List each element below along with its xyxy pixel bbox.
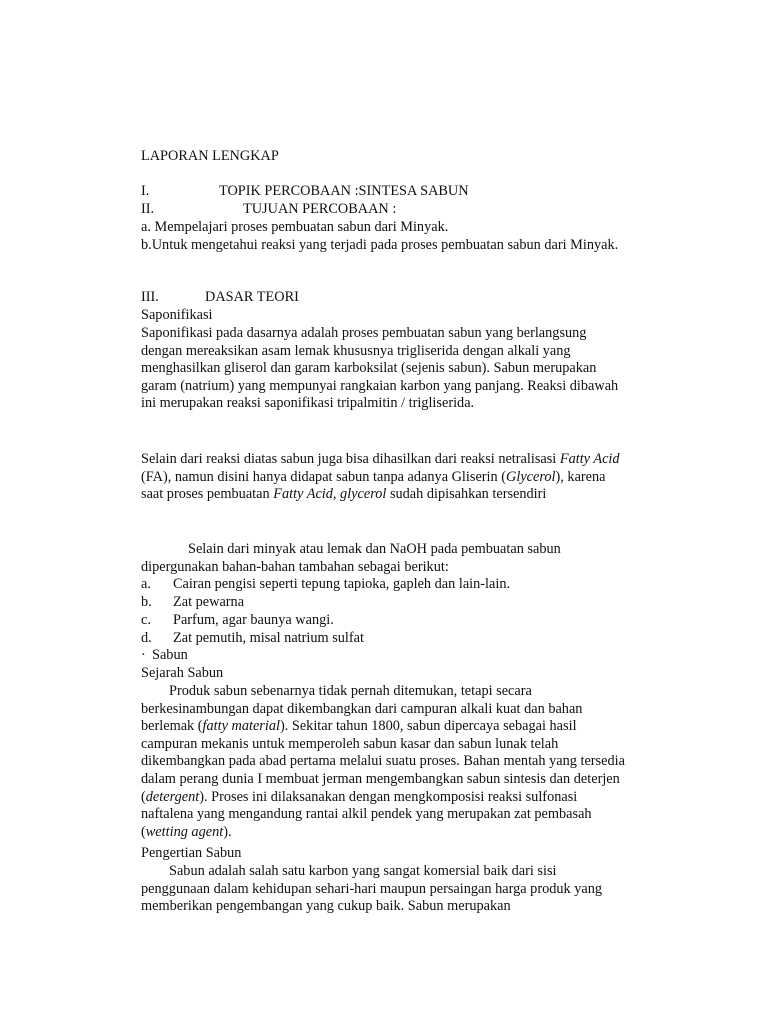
bahan-list-item [141,594,244,612]
netral-text-4: sudah dipisahkan tersendiri [386,486,547,503]
section-2-number: II. [141,201,155,217]
section-1-heading [141,183,469,201]
saponifikasi-paragraph: Saponifikasi pada dasarnya adalah proses pembuatan sabun yang berlangsung dengan mereaksikan asam lemak khususnya trigliserida dengan alkali yang menghasilkan gliserol dan garam karboksilat (sejenis sabun). Sabun merupakan garam (natrium) yang mempunyai rangkaian karbon yang panjang. Reaksi dibawah ini merupakan reaksi saponifikasi tripalmitin / trigliserida. [141,325,619,412]
sabun-bullet-item [141,647,188,665]
section-3-number: III. [141,289,159,305]
bahan-list-label: b. [141,594,152,610]
sejarah-italic-1: fatty material [202,718,280,735]
sabun-label: Sabun [152,647,188,663]
saponifikasi-heading: Saponifikasi [141,307,213,323]
tujuan-item-a: a. Mempelajari proses pembuatan sabun dari Minyak. [141,219,449,235]
bullet-glyph: · [141,647,146,663]
sejarah-text-2: ). Sekitar tahun 1800, sabun dipercaya sebagai hasil campuran mekanis untuk memperoleh sabun kasar dan sabun lunak telah dikembangkan pada abad pertama melalui suatu proses. Bahan mentah yang tersedia dalam perang dunia I membuat jerman mengembangkan sabun sintesis dan deterjen ( [141,718,625,805]
section-3-heading [141,289,299,307]
bahan-list-text: Parfum, agar baunya wangi. [173,612,334,628]
section-1-title: TOPIK PERCOBAAN :SINTESA SABUN [219,183,469,199]
sejarah-paragraph [141,683,629,841]
sejarah-text-4: ). [223,823,232,840]
sejarah-heading: Sejarah Sabun [141,665,224,681]
pengertian-paragraph: Sabun adalah salah satu karbon yang sangat komersial baik dari sisi penggunaan dalam kehidupan sehari-hari maupun persaingan harga produk yang memberikan pengembangan yang cukup baik. Sabun merupakan [141,863,603,915]
doc-title: LAPORAN LENGKAP [141,148,279,164]
netral-text-2: (FA), namun disini hanya didapat sabun tanpa adanya Gliserin ( [141,468,507,485]
bahan-list-label: d. [141,630,152,646]
sejarah-text-3: ). Proses ini dilaksanakan dengan mengkomposisi reaksi sulfonasi naftalena yang mengandung rantai alkil pendek yang merupakan zat pembasah ( [141,788,592,840]
bahan-intro-paragraph: Selain dari minyak atau lemak dan NaOH pada pembuatan sabun dipergunakan bahan-bahan tambahan sebagai berikut: [141,541,561,575]
sejarah-italic-3: wetting agent [145,823,224,840]
bahan-list-text: Zat pemutih, misal natrium sulfat [173,630,364,646]
bahan-list-item [141,630,364,648]
bahan-list-label: a. [141,576,151,592]
tujuan-item-b: b.Untuk mengetahui reaksi yang terjadi pada proses pembuatan sabun dari Minyak. [141,237,619,253]
section-3-title: DASAR TEORI [205,289,299,305]
section-1-number: I. [141,183,150,199]
pengertian-heading: Pengertian Sabun [141,845,242,861]
sejarah-italic-2: detergent [145,788,200,805]
bahan-list-label: c. [141,612,151,628]
bahan-list-text: Cairan pengisi seperti tepung tapioka, gapleh dan lain-lain. [173,576,511,592]
bahan-list-text: Zat pewarna [173,594,245,610]
netral-italic-2: Glycerol [506,468,556,485]
netral-italic-1: Fatty Acid [559,451,620,467]
netral-italic-3: Fatty Acid, glycerol [273,486,387,503]
bahan-list-item [141,576,510,594]
sejarah-text-1: Produk sabun sebenarnya tidak pernah ditemukan, tetapi secara berkesinambungan dapat dikembangkan dari campuran alkali kuat dan bahan berlemak ( [141,683,583,735]
bahan-list-item [141,612,334,630]
netralisasi-paragraph [141,451,629,504]
netral-text-3: ), karena saat proses pembuatan [141,468,606,503]
section-2-title: TUJUAN PERCOBAAN : [243,201,397,217]
section-2-heading [141,201,396,219]
netral-text-1: Selain dari reaksi diatas sabun juga bisa dihasilkan dari reaksi netralisasi [141,451,560,467]
